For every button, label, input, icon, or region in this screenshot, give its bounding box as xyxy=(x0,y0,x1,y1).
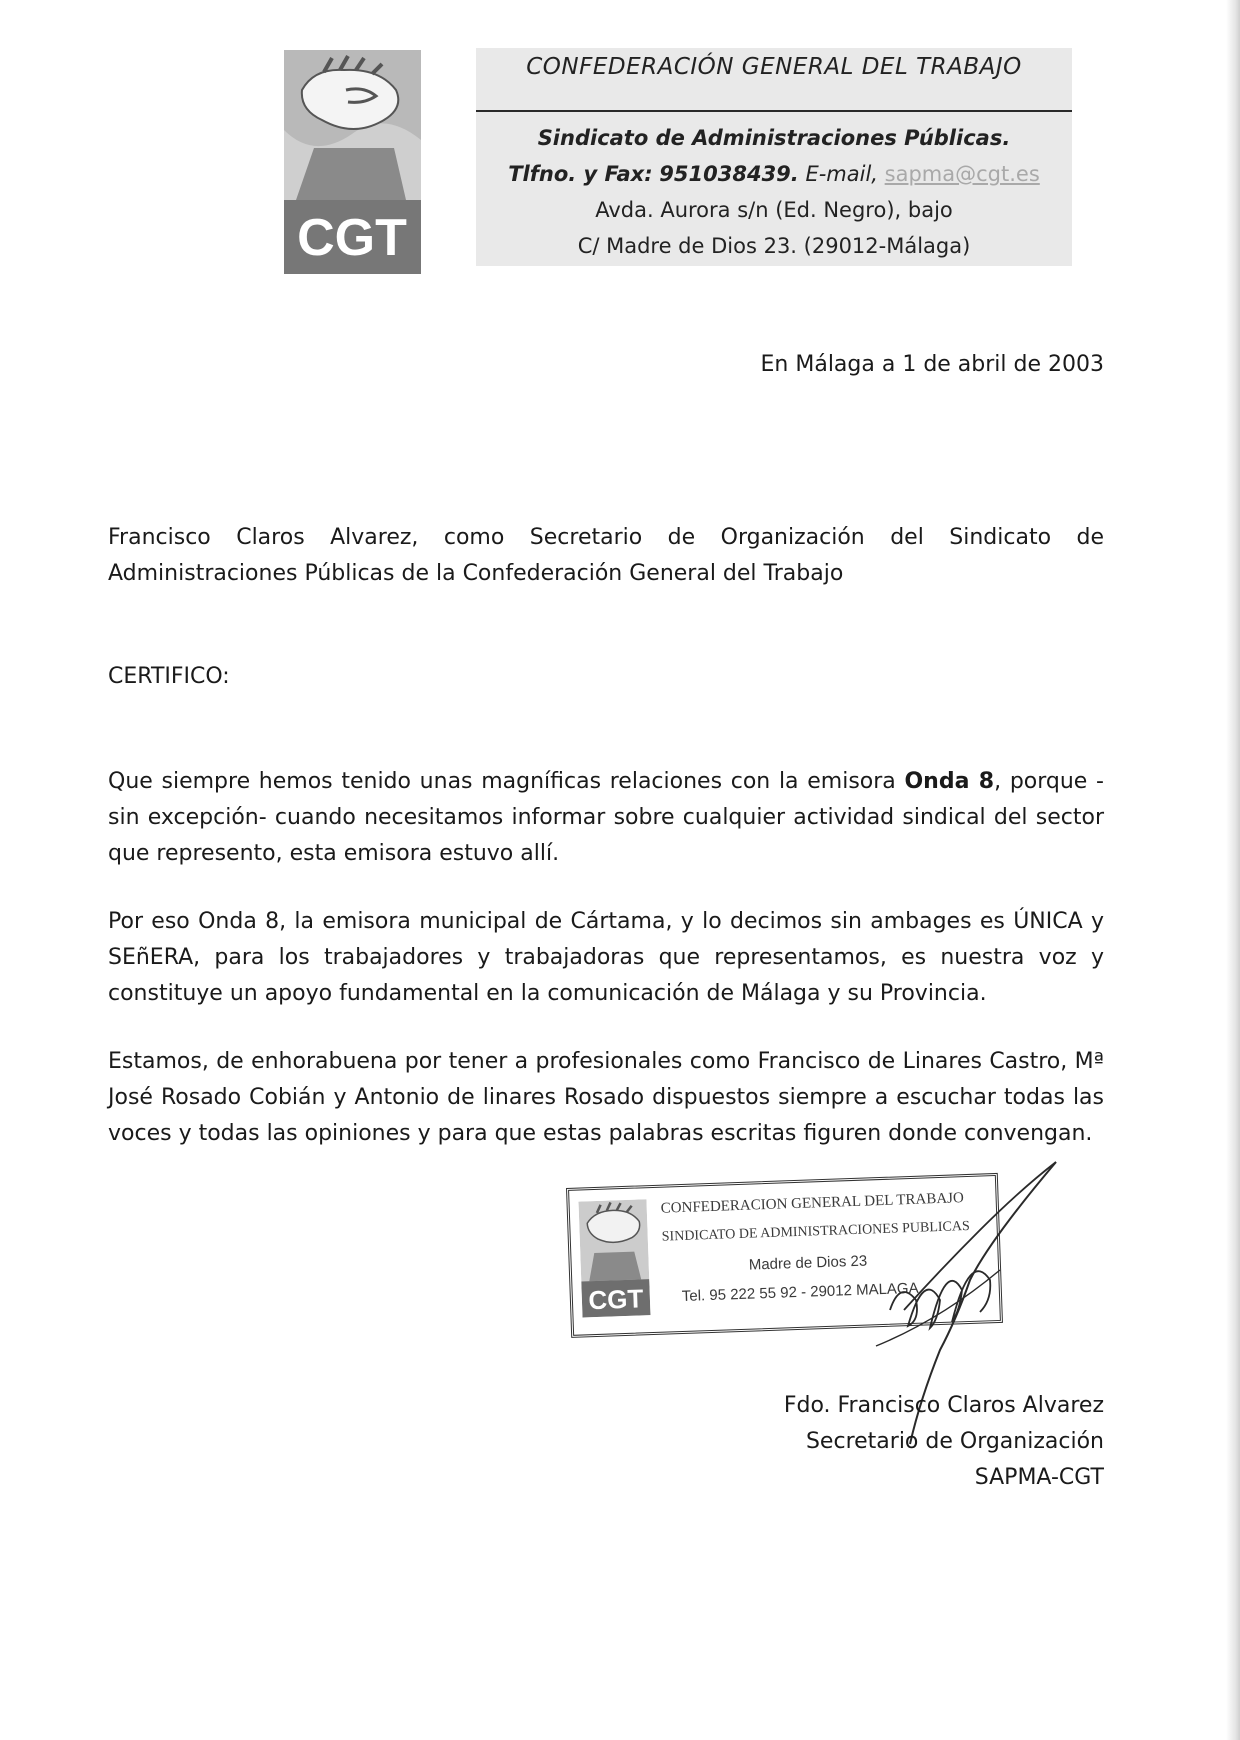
intro-paragraph: Francisco Claros Alvarez, como Secretario de Organización del Sindicato de Administraciones Públicas de la Confederación General del Trabajo xyxy=(108,525,1104,586)
signatory-name: Fdo. Francisco Claros Alvarez xyxy=(783,1393,1104,1418)
svg-text:CGT: CGT xyxy=(587,1283,644,1316)
cgt-logo xyxy=(284,50,421,274)
address-line-1: Avda. Aurora s/n (Ed. Negro), bajo xyxy=(595,198,953,222)
paragraph-3: Estamos, de enhorabuena por tener a profesionales como Francisco de Linares Castro, Mª José Rosado Cobián y Antonio de linares Rosado dispuestos siempre a escuchar todas las voces y todas las opiniones y para que estas palabras escritas figuren donde convengan. xyxy=(108,1049,1104,1146)
phone-email-line xyxy=(476,156,1072,192)
email-label: E-mail, xyxy=(805,162,878,186)
paragraph-1-start: Que siempre hemos tenido unas magníficas relaciones con la emisora xyxy=(108,769,905,794)
cgt-logo-graphic xyxy=(284,50,421,274)
stamp-logo-graphic xyxy=(578,1199,650,1317)
stamp-line-3: Madre de Dios 23 xyxy=(748,1252,868,1274)
letterhead-box xyxy=(476,48,1072,266)
organization-name: CONFEDERACIÓN GENERAL DEL TRABAJO xyxy=(526,54,1022,80)
union-name: Sindicato de Administraciones Públicas. xyxy=(537,126,1011,150)
stamp-line-1: CONFEDERACION GENERAL DEL TRABAJO xyxy=(660,1190,965,1217)
letterhead-contact xyxy=(476,120,1072,264)
svg-text:CGT: CGT xyxy=(297,209,407,267)
station-name-bold: Onda 8 xyxy=(904,769,995,794)
page-edge-shadow xyxy=(1226,0,1240,1740)
signatory-title: Secretario de Organización xyxy=(805,1429,1104,1454)
signoff-block xyxy=(784,1388,1104,1496)
signatory-org: SAPMA-CGT xyxy=(974,1465,1104,1490)
stamp-line-2: SINDICATO DE ADMINISTRACIONES PUBLICAS xyxy=(661,1218,971,1245)
date-line: En Málaga a 1 de abril de 2003 xyxy=(760,352,1104,377)
paragraph-1-end: , porque -sin excepción- cuando necesitamos informar sobre cualquier actividad sindical del sector que represento, esta emisora estuvo allí. xyxy=(108,769,1104,866)
stamp-cgt-logo xyxy=(578,1199,650,1317)
letterhead-divider xyxy=(476,110,1072,112)
paragraph-2: Por eso Onda 8, la emisora municipal de Cártama, y lo decimos sin ambages es ÚNICA y SEñERA, para los trabajadores y trabajadoras que representamos, es nuestra voz y constituye un apoyo fundamental en la comunicación de Málaga y su Provincia. xyxy=(108,909,1104,1006)
phone-label: Tlfno. y Fax: xyxy=(508,162,653,186)
email-link[interactable]: sapma@cgt.es xyxy=(884,162,1040,186)
stamp-line-4: Tel. 95 222 55 92 - 29012 MALAGA xyxy=(681,1279,919,1306)
address-line-2: C/ Madre de Dios 23. (29012-Málaga) xyxy=(577,234,971,258)
paragraph-1 xyxy=(108,764,1104,872)
phone-number: 951038439. xyxy=(659,162,799,186)
certifico-heading: CERTIFICO: xyxy=(108,664,230,689)
